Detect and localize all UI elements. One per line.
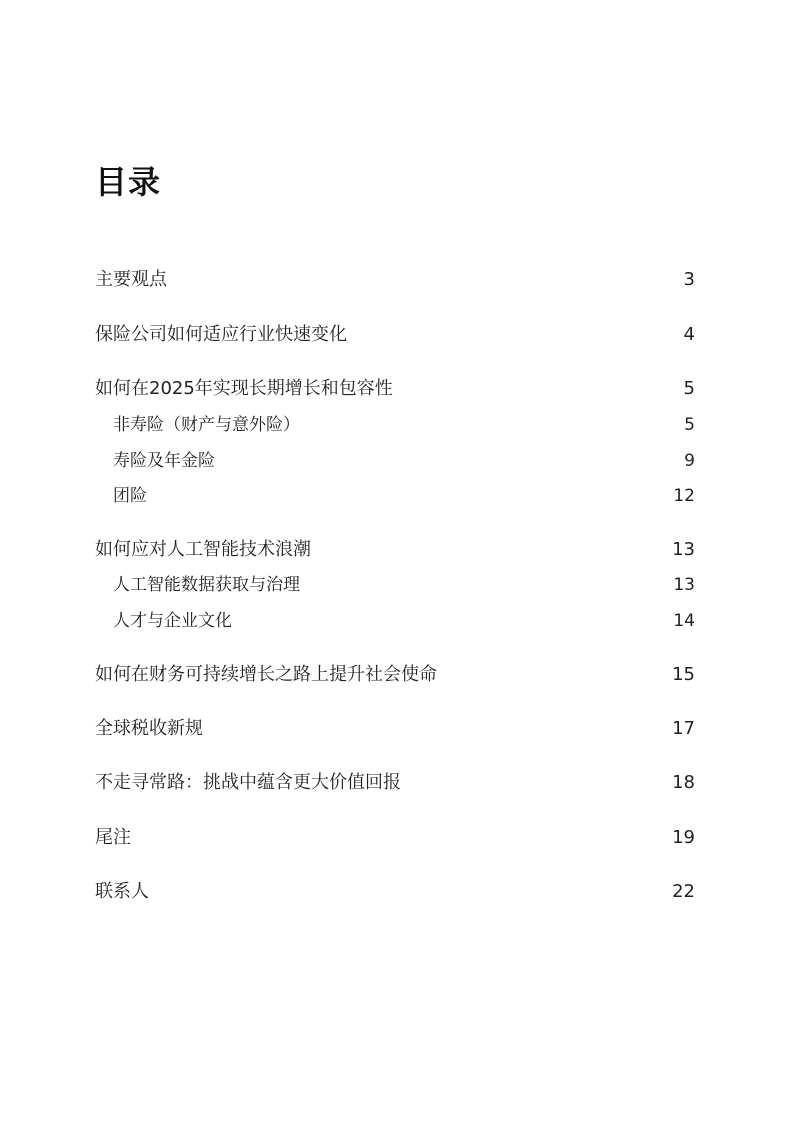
- toc-entry-label: 保险公司如何适应行业快速变化: [95, 324, 347, 345]
- toc-entry-label: 尾注: [95, 827, 131, 848]
- toc-entry-label: 如何在2025年实现长期增长和包容性: [95, 378, 393, 399]
- toc-entry-label: 寿险及年金险: [113, 451, 215, 471]
- toc-entry-industry-change[interactable]: [95, 322, 695, 348]
- toc-entry-ai-wave[interactable]: [95, 537, 695, 563]
- toc-entry-global-tax[interactable]: [95, 716, 695, 742]
- toc-entry-label: 团险: [113, 486, 147, 506]
- toc-entry-page-number: 13: [673, 575, 695, 595]
- page-title: 目录: [95, 163, 162, 201]
- toc-entry-unconventional[interactable]: [95, 770, 695, 796]
- toc-entry-page-number: 18: [672, 772, 695, 793]
- toc-entry-label: 如何在财务可持续增长之路上提升社会使命: [95, 664, 437, 685]
- toc-entry-contacts[interactable]: [95, 879, 695, 905]
- toc-entry-page-number: 13: [672, 539, 695, 560]
- toc-entry-page-number: 5: [684, 415, 695, 435]
- toc-entry-label: 非寿险（财产与意外险）: [113, 415, 300, 435]
- toc-entry-label: 人才与企业文化: [113, 611, 232, 631]
- toc-entry-page-number: 3: [683, 269, 695, 290]
- toc-subentry-group[interactable]: [113, 483, 695, 509]
- toc-entry-page-number: 22: [672, 881, 695, 902]
- toc-subentry-ai-data[interactable]: [113, 572, 695, 598]
- toc-entry-page-number: 17: [672, 718, 695, 739]
- toc-entry-growth-2025[interactable]: [95, 376, 695, 402]
- toc-entry-page-number: 9: [684, 451, 695, 471]
- toc-entry-page-number: 4: [683, 324, 695, 345]
- toc-entry-label: 联系人: [95, 881, 149, 902]
- toc-entry-main-points[interactable]: [95, 267, 695, 293]
- toc-entry-page-number: 19: [672, 827, 695, 848]
- toc-entry-endnotes[interactable]: [95, 825, 695, 851]
- toc-entry-label: 全球税收新规: [95, 718, 203, 739]
- toc-entry-label: 主要观点: [95, 269, 167, 290]
- toc-entry-page-number: 15: [672, 664, 695, 685]
- toc-entry-social-mission[interactable]: [95, 662, 695, 688]
- toc-entry-label: 人工智能数据获取与治理: [113, 575, 300, 595]
- toc-subentry-non-life[interactable]: [113, 412, 695, 438]
- toc-entry-label: 不走寻常路：挑战中蕴含更大价值回报: [95, 772, 401, 793]
- toc-entry-page-number: 14: [673, 611, 695, 631]
- toc-entry-page-number: 5: [683, 378, 695, 399]
- toc-subentry-life-annuity[interactable]: [113, 448, 695, 474]
- toc-entry-page-number: 12: [673, 486, 695, 506]
- toc-subentry-talent-culture[interactable]: [113, 608, 695, 634]
- toc-entry-label: 如何应对人工智能技术浪潮: [95, 539, 311, 560]
